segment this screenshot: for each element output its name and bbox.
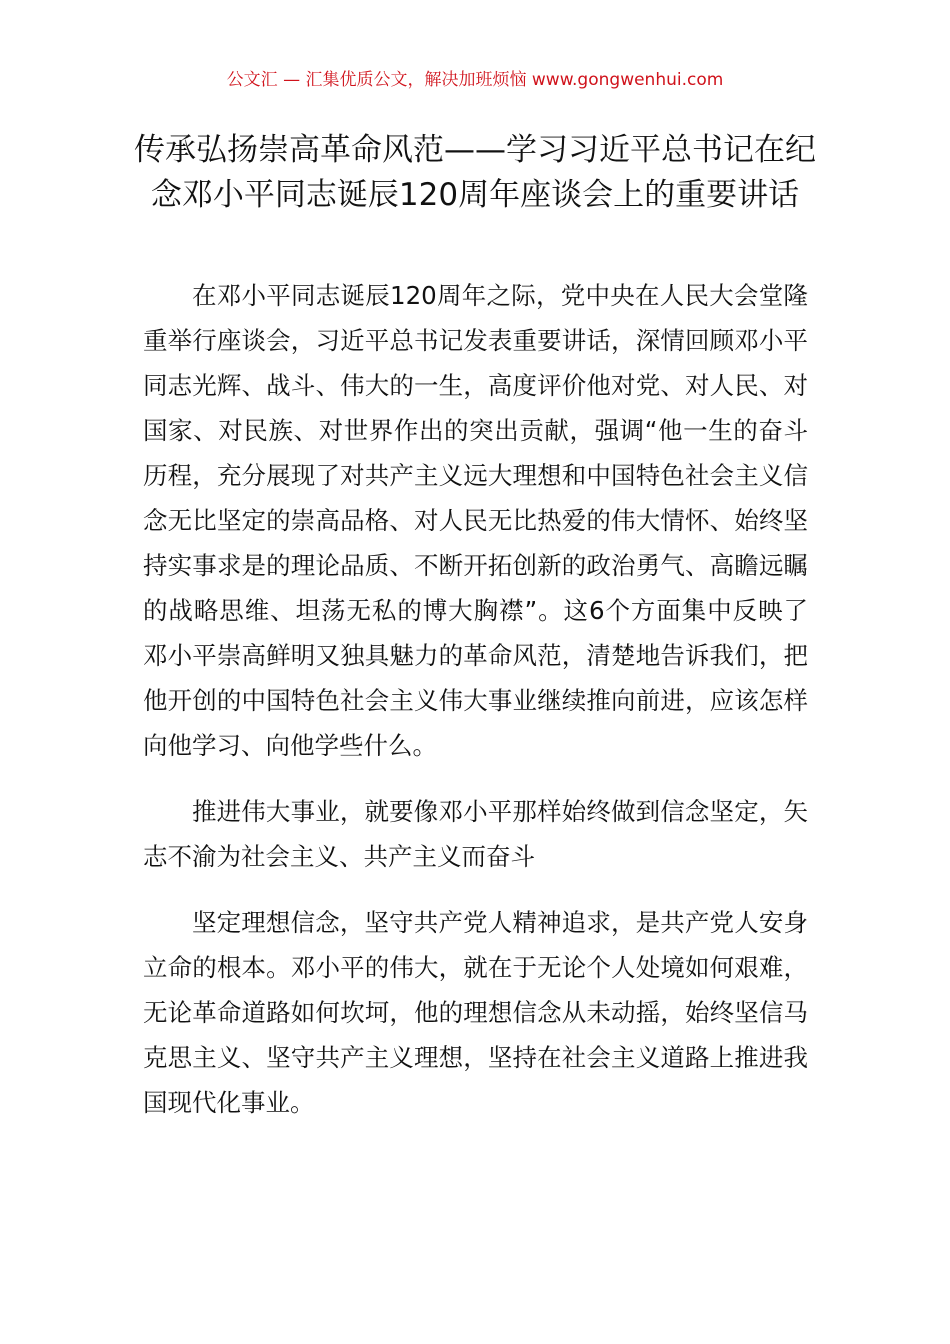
paragraph-section-heading: 推进伟大事业，就要像邓小平那样始终做到信念坚定，矢志不渝为社会主义、共产主义而奋斗 xyxy=(143,797,808,871)
document-body xyxy=(143,273,808,1146)
paragraph-ideals: 坚定理想信念，坚守共产党人精神追求，是共产党人安身立命的根本。邓小平的伟大，就在于无论个人处境如何艰难，无论革命道路如何坎坷，他的理想信念从未动摇，始终坚信马克思主义、坚守共产主义理想，坚持在社会主义道路上推进我国现代化事业。 xyxy=(143,908,808,1117)
site-header-banner: 公文汇 — 汇集优质公文，解决加班烦恼 www.gongwenhui.com xyxy=(226,70,724,90)
paragraph-intro: 在邓小平同志诞辰120周年之际，党中央在人民大会堂隆重举行座谈会，习近平总书记发表重要讲话，深情回顾邓小平同志光辉、战斗、伟大的一生，高度评价他对党、对人民、对国家、对民族、对世界作出的突出贡献，强调“他一生的奋斗历程，充分展现了对共产主义远大理想和中国特色社会主义信念无比坚定的崇高品格、对人民无比热爱的伟大情怀、始终坚持实事求是的理论品质、不断开拓创新的政治勇气、高瞻远瞩的战略思维、坦荡无私的博大胸襟”。这6个方面集中反映了邓小平崇高鲜明又独具魅力的革命风范，清楚地告诉我们，把他开创的中国特色社会主义伟大事业继续推向前进，应该怎样向他学习、向他学些什么。 xyxy=(143,281,808,760)
document-title: 传承弘扬崇高革命风范——学习习近平总书记在纪念邓小平同志诞辰120周年座谈会上的重要讲话 xyxy=(134,132,816,213)
